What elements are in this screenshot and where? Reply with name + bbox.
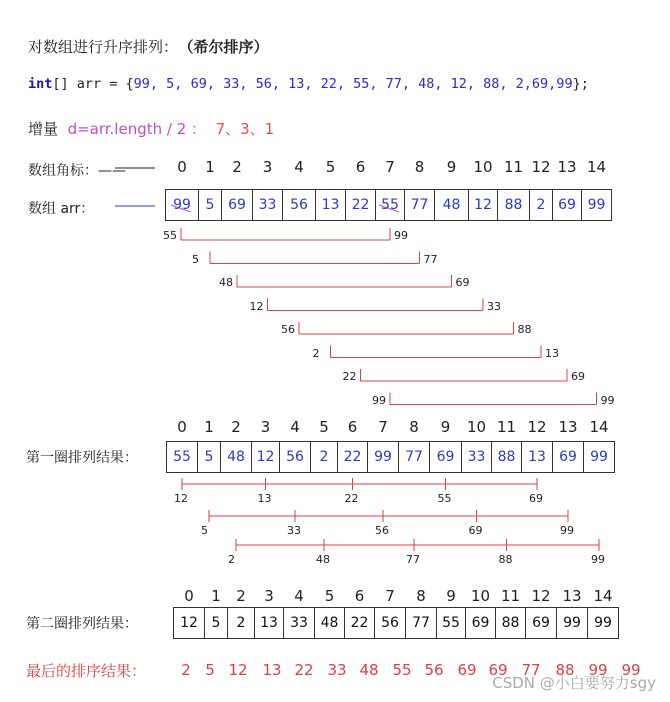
index-label: 5 xyxy=(324,587,335,605)
round2-cell: 99 xyxy=(557,608,588,638)
pair-value-a: 5 xyxy=(192,252,199,266)
index-label: 8 xyxy=(414,158,425,176)
group-value: 5 xyxy=(201,524,208,537)
original-cell: 99 xyxy=(166,190,199,220)
pair-value-a: 55 xyxy=(163,229,177,242)
index-label: 13 xyxy=(558,418,578,436)
group-value: 99 xyxy=(591,553,605,566)
group-value: 88 xyxy=(498,553,513,566)
index-label: 数组角标：—— xyxy=(28,163,126,179)
round2-cell: 13 xyxy=(255,608,284,638)
final-value: 69 xyxy=(488,661,508,679)
round2-cell: 69 xyxy=(526,608,557,638)
index-label: 14 xyxy=(593,587,613,605)
final-value: 56 xyxy=(424,661,444,679)
original-cell: 22 xyxy=(346,190,376,220)
index-label: 11 xyxy=(496,418,517,436)
original-cell: 2 xyxy=(530,190,553,220)
final-value: 33 xyxy=(327,661,347,679)
round1-cell: 13 xyxy=(522,442,553,472)
round2-cell: 48 xyxy=(315,608,345,638)
original-cell: 55 xyxy=(376,190,405,220)
round2-cell: 33 xyxy=(284,608,315,638)
pair-value-b: 69 xyxy=(571,370,585,383)
pair-value-a: 12 xyxy=(249,299,264,313)
round2-array xyxy=(173,607,619,639)
index-label: 9 xyxy=(440,418,451,436)
group-value: 2 xyxy=(228,553,235,566)
round1-cell: 69 xyxy=(553,442,584,472)
code-line: int[] arr = {99, 5, 69, 33, 56, 13, 22, 55, 77, 48, 12, 88, 2,69,99}; xyxy=(28,76,589,92)
round2-cell: 12 xyxy=(174,608,205,638)
index-label: 9 xyxy=(446,158,457,176)
round1-cell: 2 xyxy=(311,442,338,472)
round1-cell: 99 xyxy=(368,442,399,472)
index-label: 1 xyxy=(204,418,214,436)
index-label: 9 xyxy=(446,587,456,605)
pair-value-a: 56 xyxy=(281,323,295,336)
index-label: 11 xyxy=(500,587,521,605)
pair-value-b: 69 xyxy=(455,276,470,289)
original-array xyxy=(165,189,612,221)
round1-cell: 12 xyxy=(252,442,280,472)
final-value: 88 xyxy=(555,661,575,679)
group-value: 33 xyxy=(287,524,301,537)
original-cell: 12 xyxy=(469,190,498,220)
index-label: 14 xyxy=(589,418,609,436)
round1-cell: 56 xyxy=(280,442,311,472)
group-value: 99 xyxy=(560,524,574,537)
round1-cell: 48 xyxy=(221,442,252,472)
pair-value-a: 48 xyxy=(219,276,233,289)
round1-cell: 55 xyxy=(167,442,198,472)
array-label: 数组 arr： xyxy=(28,201,95,217)
index-label: 13 xyxy=(557,158,577,176)
round2-cell: 99 xyxy=(594,615,612,631)
index-label: 8 xyxy=(409,418,419,436)
original-cell: 48 xyxy=(435,190,469,220)
round2-cell: 5 xyxy=(205,608,228,638)
pair-value-b: 88 xyxy=(517,323,532,336)
index-label: 0 xyxy=(184,587,194,605)
pair-value-a: 22 xyxy=(342,370,357,383)
round1-array xyxy=(166,441,615,473)
original-cell: 13 xyxy=(316,190,346,220)
round1-cell: 77 xyxy=(399,442,430,472)
group-value: 55 xyxy=(437,492,452,505)
index-label: 2 xyxy=(236,587,246,605)
final-value: 77 xyxy=(521,661,541,679)
index-label: 1 xyxy=(211,587,221,605)
final-value: 69 xyxy=(457,661,477,679)
final-label: 最后的排序结果： xyxy=(26,662,147,680)
pair-value-a: 2 xyxy=(312,346,320,360)
watermark: CSDN @小白要努力sgy xyxy=(492,674,656,692)
increment-line: 增量 d=arr.length / 2 ： 7、3、1 xyxy=(28,120,275,138)
final-value: 55 xyxy=(392,661,412,679)
index-label: 7 xyxy=(378,418,388,436)
index-label: 10 xyxy=(466,418,487,436)
index-label: 0 xyxy=(177,158,187,176)
index-label: 12 xyxy=(531,587,551,605)
round1-cell: 88 xyxy=(492,442,522,472)
index-label: 6 xyxy=(354,587,365,605)
group-value: 22 xyxy=(344,492,359,505)
group-value: 13 xyxy=(257,492,272,505)
original-cell: 33 xyxy=(253,190,283,220)
round1-cell: 5 xyxy=(198,442,221,472)
index-label: 6 xyxy=(355,158,366,176)
page-title: 对数组进行升序排列： （希尔排序） xyxy=(28,38,269,56)
round2-cell: 22 xyxy=(345,608,375,638)
index-label: 4 xyxy=(290,418,300,436)
original-cell: 56 xyxy=(283,190,316,220)
original-cell: 5 xyxy=(199,190,222,220)
final-value: 99 xyxy=(588,661,608,679)
index-label: 11 xyxy=(503,158,524,176)
group-value: 77 xyxy=(406,553,420,566)
index-label: 0 xyxy=(177,418,187,436)
index-label: 4 xyxy=(294,587,304,605)
final-value: 2 xyxy=(181,661,191,679)
original-cell: 69 xyxy=(553,190,582,220)
original-cell: 77 xyxy=(405,190,435,220)
pair-value-b: 99 xyxy=(600,393,615,407)
index-label: 5 xyxy=(325,158,336,176)
index-label: 5 xyxy=(319,418,329,436)
index-label: 13 xyxy=(562,587,582,605)
index-label: 12 xyxy=(531,158,551,176)
index-label: 10 xyxy=(473,158,493,176)
round2-cell: 88 xyxy=(496,608,526,638)
group-value: 69 xyxy=(529,492,543,505)
final-value: 12 xyxy=(228,661,248,679)
index-label: 7 xyxy=(385,587,395,605)
round1-cell: 99 xyxy=(590,449,608,465)
round2-cell: 69 xyxy=(466,608,496,638)
index-label: 3 xyxy=(260,418,271,436)
final-value: 48 xyxy=(359,661,379,679)
final-value: 99 xyxy=(621,661,641,679)
original-cell: 69 xyxy=(222,190,253,220)
round2-cell: 55 xyxy=(437,608,466,638)
index-label: 7 xyxy=(385,158,395,176)
pair-value-b: 33 xyxy=(487,299,501,313)
index-label: 8 xyxy=(416,587,426,605)
index-label: 10 xyxy=(470,587,491,605)
final-value: 13 xyxy=(262,661,282,679)
group-value: 48 xyxy=(316,553,330,566)
index-label: 2 xyxy=(232,158,242,176)
pair-value-b: 13 xyxy=(545,346,559,360)
round1-cell: 33 xyxy=(462,442,492,472)
original-cell: 88 xyxy=(498,190,530,220)
pair-value-b: 77 xyxy=(423,252,438,266)
group-value: 69 xyxy=(468,524,483,537)
index-label: 3 xyxy=(264,587,274,605)
group-value: 12 xyxy=(174,492,188,505)
round1-label: 第一圈排列结果： xyxy=(26,450,138,466)
index-label: 2 xyxy=(231,418,241,436)
round2-cell: 56 xyxy=(375,608,406,638)
index-label: 3 xyxy=(262,158,273,176)
round2-label: 第二圈排列结果： xyxy=(26,616,138,632)
final-value: 22 xyxy=(294,661,314,679)
round2-cell: 2 xyxy=(228,608,255,638)
pair-value-a: 99 xyxy=(372,393,386,407)
final-value: 5 xyxy=(205,661,215,679)
index-label: 4 xyxy=(294,158,304,176)
index-label: 1 xyxy=(205,158,215,176)
index-label: 6 xyxy=(347,418,358,436)
round1-cell: 69 xyxy=(430,442,462,472)
index-label: 12 xyxy=(527,418,547,436)
group-value: 56 xyxy=(375,524,389,537)
round1-cell: 22 xyxy=(338,442,368,472)
original-cell: 99 xyxy=(587,197,606,213)
round2-cell: 77 xyxy=(406,608,437,638)
index-label: 14 xyxy=(586,158,607,176)
pair-value-b: 99 xyxy=(394,229,408,242)
